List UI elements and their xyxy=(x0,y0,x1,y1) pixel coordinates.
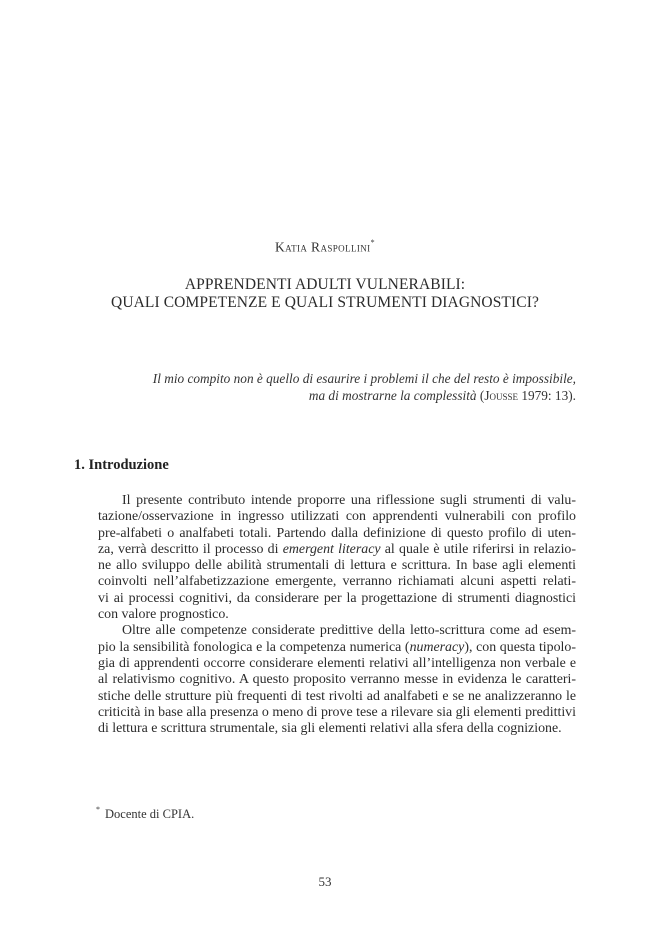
p1-line-1: Il presente contributo intende proporre una riflessione sugli strumenti di valu- xyxy=(122,493,576,508)
p2-line-4: al relativismo cognitivo. A questo proposito verranno messe in evidenza le caratteri- xyxy=(98,672,576,688)
article-title xyxy=(0,276,650,312)
p1-line-4b: al quale è utile riferirsi in relazio- xyxy=(380,541,576,557)
p2-line-2b: ), con questa tipolo- xyxy=(464,639,576,655)
author-name-text: Katia Raspollini xyxy=(275,239,371,255)
paragraph-2 xyxy=(74,623,576,737)
epigraph-quote-2: ma di mostrarne la complessità xyxy=(308,388,477,403)
p2-line-6: criticità in base alla presenza o meno di prove tese a rilevare sia gli elementi predittivi xyxy=(98,704,576,720)
p2-line-1: Oltre alle competenze considerate predittive della letto-scrittura come ad esem- xyxy=(122,623,576,639)
page-number: 53 xyxy=(318,874,332,889)
p1-line-3: pre-alfabeti o analfabeti totali. Partendo dalla definizione di questo profilo di uten- xyxy=(98,525,576,541)
emphasis-emergent-literacy: emergent literacy xyxy=(282,541,381,557)
author-name xyxy=(0,239,650,256)
author-footnote-mark[interactable]: * xyxy=(370,238,375,247)
p2-line-7: di lettura e scrittura strumentale, sia gli elementi relativi alla sfera della cognizione. xyxy=(98,721,562,737)
p1-line-5: ne allo sviluppo delle abilità strumentali di lettura e scrittura. In base agli elementi xyxy=(98,558,576,574)
p1-line-4a: za, verrà descritto il processo di xyxy=(98,541,283,557)
epigraph-ref-author: Jousse xyxy=(484,388,518,403)
title-line-1: APPRENDENTI ADULTI VULNERABILI: xyxy=(184,276,466,293)
epigraph-quote-1: Il mio compito non è quello di esaurire i problemi il che del resto è impossibile, xyxy=(152,371,576,386)
p1-line-2: tazione/osservazione in ingresso utilizzati con apprendenti vulnerabili con profilo xyxy=(98,509,576,525)
epigraph-ref-open: ( xyxy=(476,388,485,403)
p2-line-3: gia di apprendenti occorre considerare elementi relativi all’intelligenza non verbale e xyxy=(98,655,576,671)
footnote xyxy=(96,806,194,822)
emphasis-numeracy: numeracy xyxy=(409,639,465,655)
epigraph-ref-rest: 1979: 13). xyxy=(518,388,576,403)
p2-line-2a: pio la sensibilità fonologica e la competenza numerica ( xyxy=(98,639,410,655)
section-heading: 1. Introduzione xyxy=(74,457,169,473)
p1-line-6: coinvolti nell’alfabetizzazione emergente, verranno richiamati alcuni aspetti relati- xyxy=(98,574,576,590)
footnote-text: Docente di CPIA. xyxy=(105,807,195,822)
p1-line-7: vi ai processi cognitivi, da considerare per la progettazione di strumenti diagnostici xyxy=(98,590,576,606)
footnote-mark: * xyxy=(96,805,100,814)
p1-line-8: con valore prognostico. xyxy=(98,607,229,623)
epigraph xyxy=(96,370,576,404)
p2-line-5: stiche delle strutture più frequenti di test rivolti ad analfabeti e se ne analizzeranno le xyxy=(98,688,576,704)
title-line-2: QUALI COMPETENZE E QUALI STRUMENTI DIAGNOSTICI? xyxy=(111,294,539,311)
paragraph-1 xyxy=(74,493,576,623)
epigraph-line-2 xyxy=(96,387,576,404)
p2-line-2 xyxy=(74,640,576,656)
body-text xyxy=(74,493,576,737)
p1-line-4 xyxy=(74,542,576,558)
epigraph-line-1 xyxy=(96,370,576,387)
